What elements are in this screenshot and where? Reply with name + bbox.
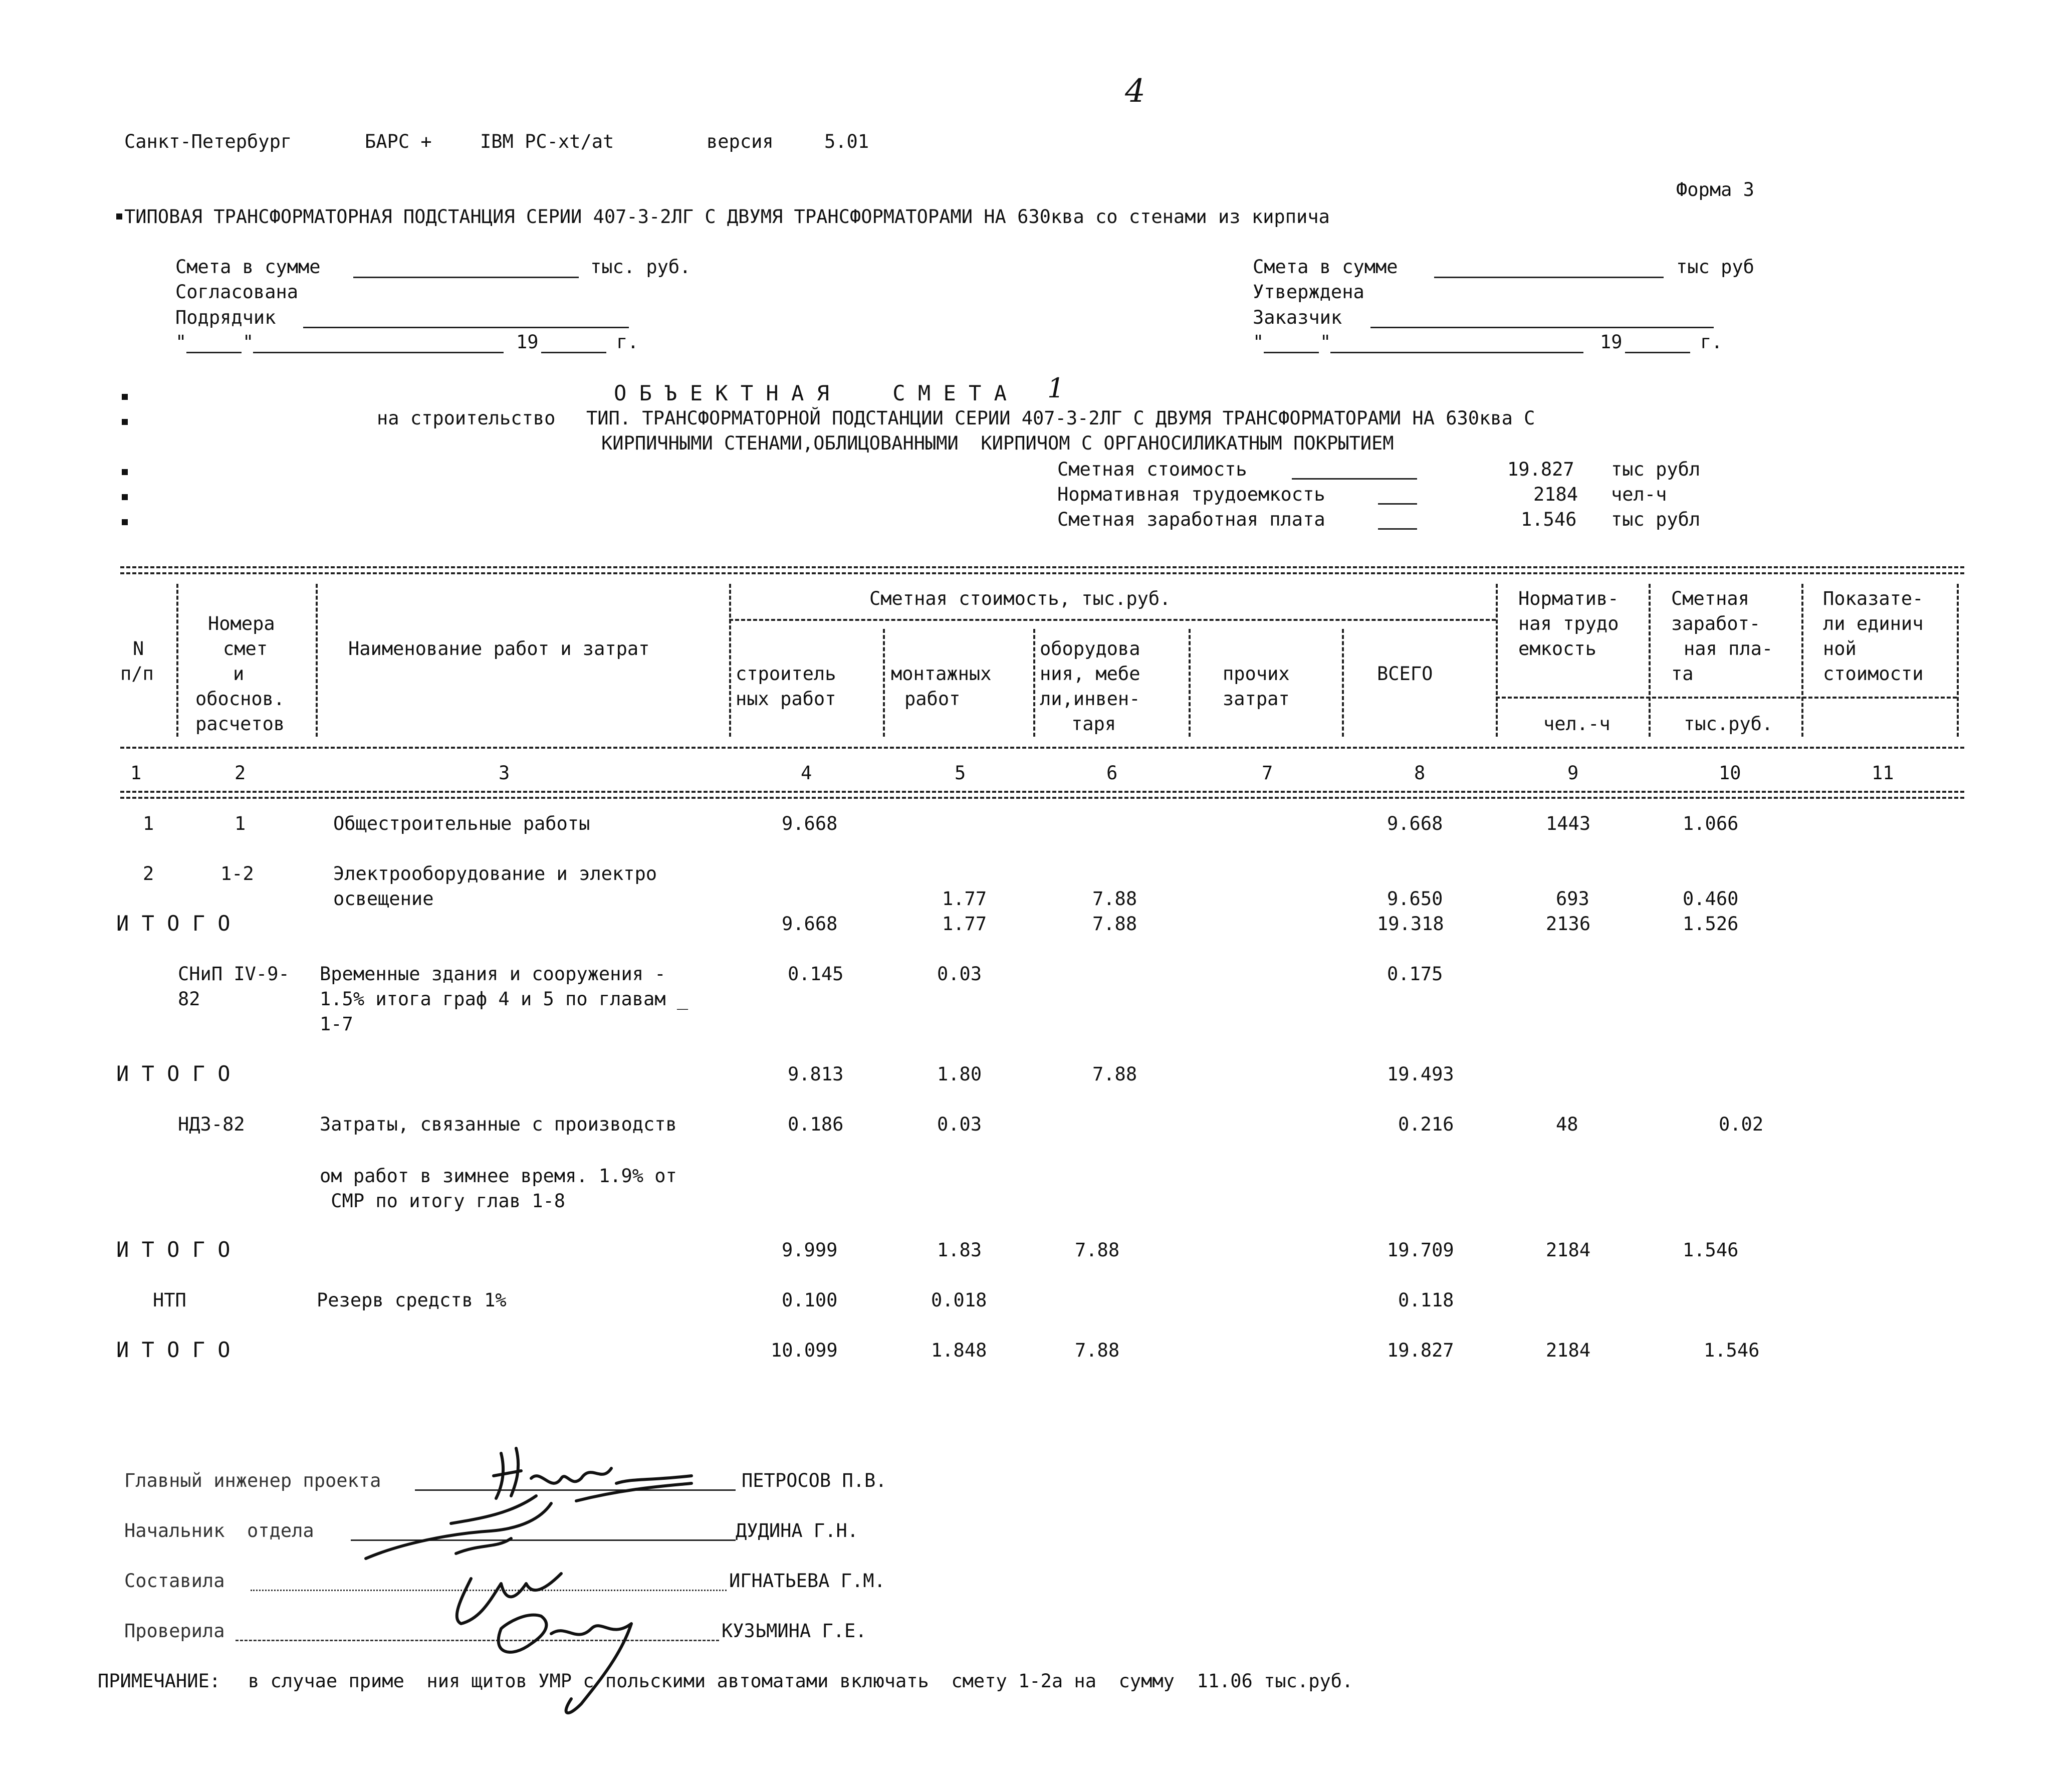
right-status: Утверждена — [1253, 281, 1364, 303]
signature-role: Проверила — [124, 1620, 225, 1642]
page-number: 4 — [1125, 73, 1145, 110]
header-city: Санкт-Петербург — [124, 131, 292, 152]
header-version-label: версия — [707, 131, 774, 152]
column-number: 10 — [1719, 762, 1741, 784]
row-ref: НДЗ-82 — [178, 1114, 245, 1135]
left-year-suffix: г. — [616, 331, 639, 353]
estimate-title: О Б Ъ Е К Т Н А Я С М Е Т А — [614, 381, 1007, 405]
document-title: ТИПОВАЯ ТРАНСФОРМАТОРНАЯ ПОДСТАНЦИЯ СЕРИИ 407-3-2ЛГ С ДВУМЯ ТРАНСФОРМАТОРАМИ НА 630ква со стенами из кирпича — [124, 206, 1330, 228]
row-ref: 1-2 — [220, 863, 254, 884]
header-col11-line1: Показате- — [1823, 588, 1924, 609]
row-c5: 1.80 — [937, 1063, 982, 1085]
row-c10: 0.460 — [1683, 888, 1739, 910]
estimate-number: 1 — [1047, 372, 1065, 404]
right-party: Заказчик — [1253, 307, 1342, 328]
row-c9: 2184 — [1546, 1340, 1591, 1361]
row-c10: 1.546 — [1683, 1239, 1739, 1261]
header-col2-line3: и — [233, 663, 245, 685]
header-col7-line2: затрат — [1223, 688, 1290, 710]
estimate-object-line1: ТИП. ТРАНСФОРМАТОРНОЙ ПОДСТАНЦИИ СЕРИИ 407-3-2ЛГ С ДВУМЯ ТРАНСФОРМАТОРАМИ НА 630ква С — [586, 407, 1535, 429]
column-number: 1 — [130, 762, 142, 784]
row-ref: НТП — [153, 1289, 186, 1311]
left-status: Согласована — [175, 281, 299, 303]
row-c4: 9.668 — [782, 913, 838, 935]
summary-labor-unit: чел-ч — [1611, 484, 1667, 505]
right-sum-label: Смета в сумме — [1253, 256, 1398, 278]
column-number: 4 — [801, 762, 812, 784]
row-ref: 1 — [235, 813, 246, 834]
row-c6: 7.88 — [1092, 913, 1137, 935]
column-number: 9 — [1567, 762, 1579, 784]
left-party: Подрядчик — [175, 307, 276, 328]
header-col2-line2: смет — [223, 638, 268, 659]
note-label: ПРИМЕЧАНИЕ: — [98, 1670, 221, 1692]
summary-wage-unit: тыс рубл — [1611, 509, 1701, 530]
summary-cost-label: Сметная стоимость — [1057, 459, 1247, 480]
left-sum-unit: тыс. руб. — [590, 256, 691, 278]
row-c8: 9.650 — [1387, 888, 1443, 910]
header-col9-unit: чел.-ч — [1543, 713, 1610, 735]
row-c6: 7.88 — [1092, 888, 1137, 910]
row-c9: 2184 — [1546, 1239, 1591, 1261]
row-name: Временные здания и сооружения - — [320, 963, 666, 985]
row-c5: 1.83 — [937, 1239, 982, 1261]
row-c8: 0.118 — [1398, 1289, 1454, 1311]
row-name: Резерв средств 1% — [317, 1289, 507, 1311]
header-col2-line5: расчетов — [195, 713, 285, 735]
left-year: 19 — [516, 331, 539, 353]
header-col1-line2: п/п — [120, 663, 154, 685]
row-ref: 82 — [178, 988, 200, 1010]
header-version: 5.01 — [824, 131, 869, 152]
row-c10: 1.546 — [1704, 1340, 1760, 1361]
right-year-suffix: г. — [1700, 331, 1723, 353]
summary-cost-unit: тыс рубл — [1611, 459, 1701, 480]
header-col11-line2: ли единич — [1823, 613, 1924, 634]
row-name: Электрооборудование и электро — [333, 863, 657, 884]
header-col7-line1: прочих — [1223, 663, 1290, 685]
header-col9-line1: Норматив- — [1518, 588, 1619, 609]
row-c4: 9.668 — [782, 813, 838, 834]
header-col8: ВСЕГО — [1377, 663, 1433, 685]
row-n: 1 — [143, 813, 154, 834]
row-c8: 19.827 — [1387, 1340, 1454, 1361]
header-col2-line4: обоснов. — [195, 688, 285, 710]
row-c6: 7.88 — [1092, 1063, 1137, 1085]
header-col6-line2: ния, мебе — [1040, 663, 1140, 685]
header-col3: Наименование работ и затрат — [348, 638, 650, 659]
row-c4: 9.999 — [782, 1239, 838, 1261]
note-text: в случае приме ния щитов УМР с польскими автоматами включать смету 1-2а на сумму 11.06 тыс.руб. — [248, 1670, 1353, 1692]
header-col2-line1: Номера — [208, 613, 275, 634]
header-cost-group: Сметная стоимость, тыс.руб. — [869, 588, 1171, 609]
summary-labor-value: 2184 — [1533, 484, 1578, 505]
row-c4: 0.100 — [782, 1289, 838, 1311]
summary-wage-label: Сметная заработная плата — [1057, 509, 1325, 530]
total-label: И Т О Г О — [116, 1338, 231, 1362]
row-c5: 0.018 — [931, 1289, 987, 1311]
row-name: СМР по итогу глав 1-8 — [320, 1190, 566, 1212]
signature-role: Составила — [124, 1570, 225, 1592]
right-sum-unit: тыс руб — [1676, 256, 1754, 278]
row-c8: 0.216 — [1398, 1114, 1454, 1135]
estimate-object-line2: КИРПИЧНЫМИ СТЕНАМИ,ОБЛИЦОВАННЫМИ КИРПИЧОМ С ОРГАНОСИЛИКАТНЫМ ПОКРЫТИЕМ — [601, 432, 1394, 454]
row-c5: 0.03 — [937, 963, 982, 985]
header-col10-line4: та — [1671, 663, 1694, 685]
signature-name: ИГНАТЬЕВА Г.М. — [729, 1570, 885, 1592]
header-platform: IBM PC-xt/at — [480, 131, 614, 152]
row-c4: 9.813 — [788, 1063, 844, 1085]
header-col6-line1: оборудова — [1040, 638, 1140, 659]
header-col9-line2: ная трудо — [1518, 613, 1619, 634]
header-col10-line1: Сметная — [1671, 588, 1749, 609]
header-col1-line1: N — [133, 638, 144, 659]
row-c6: 7.88 — [1075, 1340, 1120, 1361]
header-col5-line1: монтажных — [891, 663, 992, 685]
row-c5: 0.03 — [937, 1114, 982, 1135]
column-number: 8 — [1414, 762, 1426, 784]
row-c8: 0.175 — [1387, 963, 1443, 985]
row-name: освещение — [333, 888, 434, 910]
header-col4-line1: строитель — [736, 663, 836, 685]
header-col10-line2: заработ- — [1671, 613, 1761, 634]
row-c9: 48 — [1556, 1114, 1578, 1135]
row-c5: 1.77 — [942, 888, 987, 910]
row-c5: 1.77 — [942, 913, 987, 935]
summary-labor-label: Нормативная трудоемкость — [1057, 484, 1325, 505]
total-label: И Т О Г О — [116, 911, 231, 936]
row-ref: СНиП IV-9- — [178, 963, 290, 985]
right-date-quote-close: " — [1320, 331, 1331, 353]
signature-name: ПЕТРОСОВ П.В. — [742, 1470, 887, 1491]
row-c10: 1.526 — [1683, 913, 1739, 935]
row-name: Затраты, связанные с производств — [320, 1114, 677, 1135]
column-number: 7 — [1262, 762, 1273, 784]
header-col5-line2: работ — [904, 688, 961, 710]
row-c9: 693 — [1556, 888, 1589, 910]
signature-role: Начальник отдела — [124, 1520, 314, 1541]
header-col6-line3: ли,инвен- — [1040, 688, 1140, 710]
signature-name: ДУДИНА Г.Н. — [736, 1520, 859, 1541]
row-c8: 19.709 — [1387, 1239, 1454, 1261]
left-date-quote-close: " — [243, 331, 254, 353]
row-c4: 10.099 — [771, 1340, 838, 1361]
column-number: 2 — [235, 762, 246, 784]
row-c8: 9.668 — [1387, 813, 1443, 834]
row-name: ом работ в зимнее время. 1.9% от — [320, 1165, 677, 1187]
summary-cost-value: 19.827 — [1507, 459, 1574, 480]
row-name: Общестроительные работы — [333, 813, 590, 834]
row-name: 1-7 — [320, 1013, 353, 1035]
right-year: 19 — [1600, 331, 1623, 353]
header-col11-line4: стоимости — [1823, 663, 1924, 685]
row-c4: 0.186 — [788, 1114, 844, 1135]
row-c6: 7.88 — [1075, 1239, 1120, 1261]
column-number: 3 — [499, 762, 510, 784]
row-c10: 1.066 — [1683, 813, 1739, 834]
header-col9-line3: емкость — [1518, 638, 1596, 659]
row-name: 1.5% итога граф 4 и 5 по главам _ — [320, 988, 688, 1010]
header-col11-line3: ной — [1823, 638, 1857, 659]
right-date-quote-open: " — [1253, 331, 1264, 353]
row-c5: 1.848 — [931, 1340, 987, 1361]
row-c9: 1443 — [1546, 813, 1591, 834]
column-number: 11 — [1872, 762, 1894, 784]
header-program: БАРС + — [365, 131, 432, 152]
total-label: И Т О Г О — [116, 1061, 231, 1086]
column-number: 5 — [955, 762, 966, 784]
total-label: И Т О Г О — [116, 1237, 231, 1262]
estimate-for-label: на строительство — [377, 407, 556, 429]
column-number: 6 — [1106, 762, 1118, 784]
row-c9: 2136 — [1546, 913, 1591, 935]
header-col6-line4: таря — [1071, 713, 1116, 735]
signature-name: КУЗЬМИНА Г.Е. — [722, 1620, 867, 1642]
signature-role: Главный инженер проекта — [124, 1470, 381, 1491]
row-n: 2 — [143, 863, 154, 884]
header-col10-line3: ная пла- — [1684, 638, 1773, 659]
row-c8: 19.318 — [1377, 913, 1444, 935]
form-label: Форма 3 — [1676, 179, 1754, 200]
header-col4-line2: ных работ — [736, 688, 836, 710]
row-c4: 0.145 — [788, 963, 844, 985]
row-c8: 19.493 — [1387, 1063, 1454, 1085]
left-sum-label: Смета в сумме — [175, 256, 321, 278]
row-c10: 0.02 — [1719, 1114, 1764, 1135]
header-col10-unit: тыс.руб. — [1684, 713, 1773, 735]
left-date-quote-open: " — [175, 331, 187, 353]
summary-wage-value: 1.546 — [1521, 509, 1577, 530]
